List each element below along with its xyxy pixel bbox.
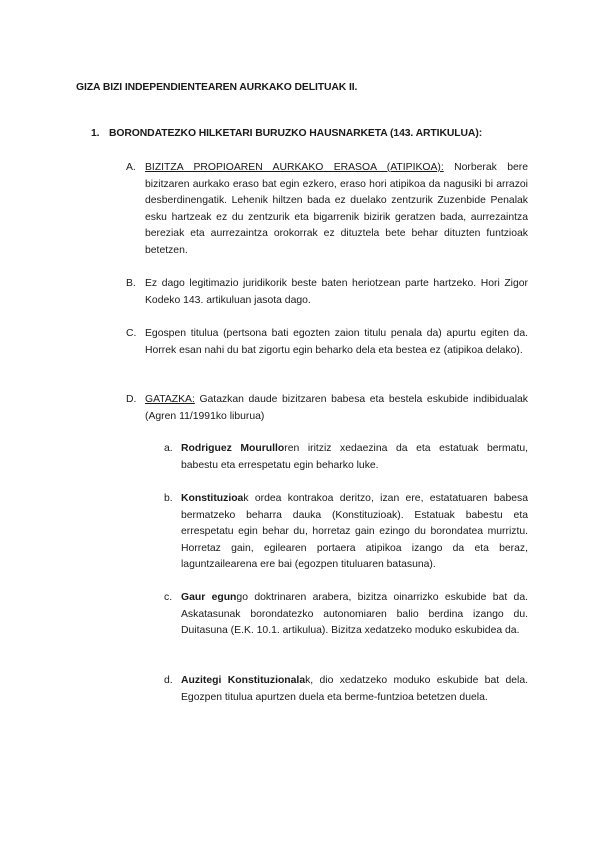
item-b bbox=[126, 276, 528, 309]
subitem-c bbox=[164, 590, 528, 640]
subitem-a-label: a. bbox=[164, 443, 173, 454]
item-b-label: B. bbox=[126, 278, 136, 289]
subitem-b bbox=[164, 491, 528, 574]
item-d-body: Gatazkan daude bizitzaren babesa eta bestela eskubide indibidualak (Agren 11/1991ko liburua) bbox=[145, 394, 528, 422]
subitem-b-body: k ordea kontrakoa deritzo, izan ere, estatatuaren babesa bermatzeko beharra dauka (Konstituzioak). Estatuak babestu eta errespetatu egin behar du, horretaz gain ezingo du borondatea murriztu. Horretaz gain, egilearen portaera atipikoa izango da eta beraz, laguntzailearena ere bai (egozpen tituluaren batasuna). bbox=[181, 493, 528, 571]
subitem-d-text bbox=[181, 673, 528, 706]
item-d-heading: GATAZKA: bbox=[145, 394, 195, 405]
subitem-c-label: c. bbox=[164, 592, 173, 603]
document-title: GIZA BIZI INDEPENDIENTEAREN AURKAKO DELITUAK II. bbox=[76, 82, 358, 93]
item-c bbox=[126, 326, 528, 359]
item-d-text bbox=[145, 392, 528, 425]
section-heading-text: BORONDATEZKO HILKETARI BURUZKO HAUSNARKETA (143. ARTIKULUA): bbox=[109, 128, 483, 139]
item-d-label: D. bbox=[126, 394, 137, 405]
item-a-body: Norberak bere bizitzaren aurkako eraso bat egin ezkero, eraso hori atipikoa da nagusiki bi arrazoi desberdinengatik. Lehenik hiltzen bada ez duelako zentzurik Zuzenbide Penalak esku hartzeak ez du zentzurik eta bigarrenik bizirik geratzen bada, aurrezaintza bereziak eta aurrezaintza orokorrak ez dituztela bete behar dituzten funtzioak betetzen. bbox=[145, 162, 528, 256]
subitem-b-text bbox=[181, 491, 528, 574]
item-a bbox=[126, 160, 528, 260]
subitem-a-text bbox=[181, 441, 528, 474]
subitem-a-body: ren iritziz xedaezina da eta estatuak bermatu, babestu eta errespetatu egin beharko luke. bbox=[181, 443, 528, 471]
subitem-c-text bbox=[181, 590, 528, 640]
item-d bbox=[126, 392, 528, 425]
subitem-d-body: k, dio xedatzeko moduko eskubide bat dela. Egozpen titulua apurtzen duela eta berme-funtzioa betetzen duela. bbox=[181, 675, 528, 703]
section-heading bbox=[91, 126, 531, 143]
subitem-d-label: d. bbox=[164, 675, 173, 686]
item-a-label: A. bbox=[126, 162, 136, 173]
subitem-b-bold: Konstituzioa bbox=[181, 493, 244, 504]
subitem-a-bold: Rodriguez Mourullo bbox=[181, 443, 285, 454]
subitem-d bbox=[164, 673, 528, 706]
subitem-d-bold: Auzitegi Konstituzionala bbox=[181, 675, 306, 686]
section-number: 1. bbox=[91, 128, 100, 139]
item-c-text: Egospen titulua (pertsona bati egozten zaion titulu penala da) apurtu egiten da. Horrek esan nahi du bat zigortu egin beharko dela eta bestea ez (atipikoa delako). bbox=[145, 328, 528, 356]
subitem-c-body: go doktrinaren arabera, bizitza oinarrizko eskubide bat da. Askatasunak borondatezko autonomiaren balio berdina izango du. Duitasuna (E.K. 10.1. artikulua). Bizitza xedatzeko moduko eskubidea da. bbox=[181, 592, 528, 637]
item-a-text bbox=[145, 160, 528, 260]
subitem-b-label: b. bbox=[164, 493, 173, 504]
subitem-c-bold: Gaur egun bbox=[181, 592, 237, 603]
item-a-heading: BIZITZA PROPIOAREN AURKAKO ERASOA (ATIPIKOA): bbox=[145, 162, 444, 173]
subitem-a bbox=[164, 441, 528, 474]
item-b-text: Ez dago legitimazio juridikorik beste baten heriotzean parte hartzeko. Hori Zigor Kodeko 143. artikuluan jasota dago. bbox=[145, 278, 528, 306]
item-c-label: C. bbox=[126, 328, 137, 339]
